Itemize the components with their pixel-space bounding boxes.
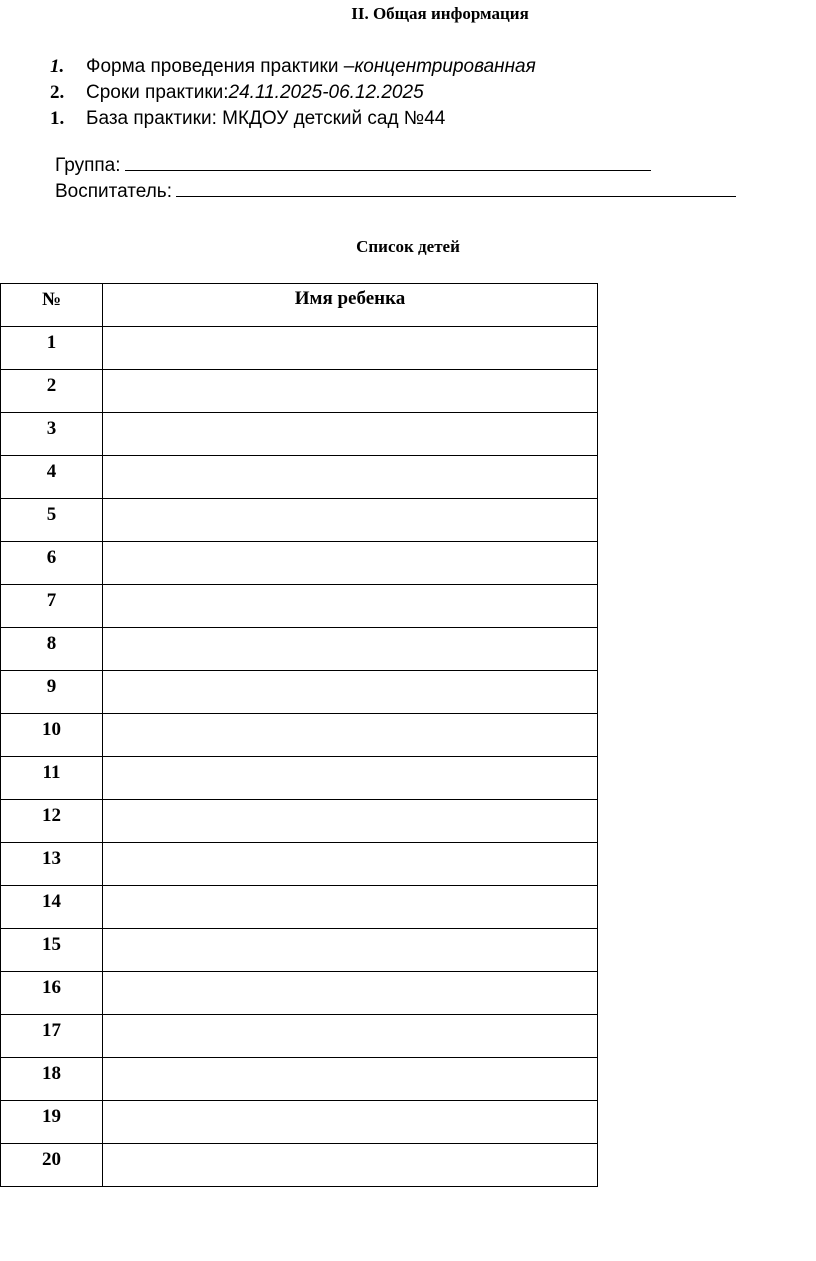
row-number: 2: [1, 370, 103, 413]
row-number: 20: [1, 1144, 103, 1187]
child-name-cell[interactable]: [103, 499, 598, 542]
child-name-cell[interactable]: [103, 370, 598, 413]
table-header-row: [1, 284, 598, 327]
table-row: [1, 886, 598, 929]
info-item-form: [50, 54, 536, 80]
table-row: [1, 714, 598, 757]
table-row: [1, 327, 598, 370]
table-row: [1, 929, 598, 972]
row-number: 6: [1, 542, 103, 585]
table-row: [1, 456, 598, 499]
table-row: [1, 542, 598, 585]
table-row: [1, 585, 598, 628]
table-row: [1, 1015, 598, 1058]
children-list-title: Список детей: [356, 237, 460, 256]
child-name-cell[interactable]: [103, 843, 598, 886]
header-number: №: [1, 284, 103, 327]
child-name-cell[interactable]: [103, 671, 598, 714]
fill-in-block: [55, 152, 736, 204]
row-number: 14: [1, 886, 103, 929]
row-number: 15: [1, 929, 103, 972]
table-row: [1, 1101, 598, 1144]
row-number: 12: [1, 800, 103, 843]
row-number: 1: [1, 327, 103, 370]
row-number: 3: [1, 413, 103, 456]
table-row: [1, 1144, 598, 1187]
child-name-cell[interactable]: [103, 714, 598, 757]
child-name-cell[interactable]: [103, 972, 598, 1015]
info-item-value: 24.11.2025-06.12.2025: [228, 82, 424, 103]
child-name-cell[interactable]: [103, 413, 598, 456]
row-number: 16: [1, 972, 103, 1015]
child-name-cell[interactable]: [103, 327, 598, 370]
child-name-cell[interactable]: [103, 628, 598, 671]
row-number: 7: [1, 585, 103, 628]
table-row: [1, 413, 598, 456]
header-child-name: Имя ребенка: [103, 284, 598, 327]
teacher-label: Воспитатель:: [55, 181, 172, 202]
child-name-cell[interactable]: [103, 1101, 598, 1144]
info-item-value: концентрированная: [354, 56, 536, 77]
table-row: [1, 628, 598, 671]
group-label: Группа:: [55, 155, 121, 176]
row-number: 19: [1, 1101, 103, 1144]
info-item-dates: [50, 80, 536, 106]
section-title: II. Общая информация: [351, 4, 529, 23]
row-number: 11: [1, 757, 103, 800]
info-item-label: Форма проведения практики –: [86, 56, 355, 77]
info-item-base: [50, 106, 536, 132]
table-row: [1, 757, 598, 800]
table-row: [1, 370, 598, 413]
child-name-cell[interactable]: [103, 585, 598, 628]
row-number: 10: [1, 714, 103, 757]
table-body: [1, 327, 598, 1187]
info-item-number: 1.: [50, 56, 65, 77]
child-name-cell[interactable]: [103, 1058, 598, 1101]
info-item-number: 2.: [50, 82, 65, 103]
table-row: [1, 499, 598, 542]
row-number: 13: [1, 843, 103, 886]
info-item-label: Сроки практики:: [86, 82, 229, 103]
child-name-cell[interactable]: [103, 757, 598, 800]
row-number: 17: [1, 1015, 103, 1058]
child-name-cell[interactable]: [103, 886, 598, 929]
table-row: [1, 972, 598, 1015]
child-name-cell[interactable]: [103, 800, 598, 843]
table-row: [1, 671, 598, 714]
teacher-field: [55, 178, 736, 204]
info-item-number: 1.: [50, 108, 65, 129]
teacher-blank-line[interactable]: [176, 178, 736, 197]
info-list: [50, 54, 536, 132]
row-number: 4: [1, 456, 103, 499]
row-number: 8: [1, 628, 103, 671]
child-name-cell[interactable]: [103, 1015, 598, 1058]
group-field: [55, 152, 736, 178]
table-row: [1, 800, 598, 843]
table-row: [1, 843, 598, 886]
table-row: [1, 1058, 598, 1101]
children-table: [0, 283, 598, 1187]
child-name-cell[interactable]: [103, 1144, 598, 1187]
group-blank-line[interactable]: [125, 152, 651, 171]
row-number: 5: [1, 499, 103, 542]
row-number: 18: [1, 1058, 103, 1101]
child-name-cell[interactable]: [103, 542, 598, 585]
child-name-cell[interactable]: [103, 929, 598, 972]
info-item-label: База практики: МКДОУ детский сад №44: [86, 108, 446, 129]
child-name-cell[interactable]: [103, 456, 598, 499]
row-number: 9: [1, 671, 103, 714]
